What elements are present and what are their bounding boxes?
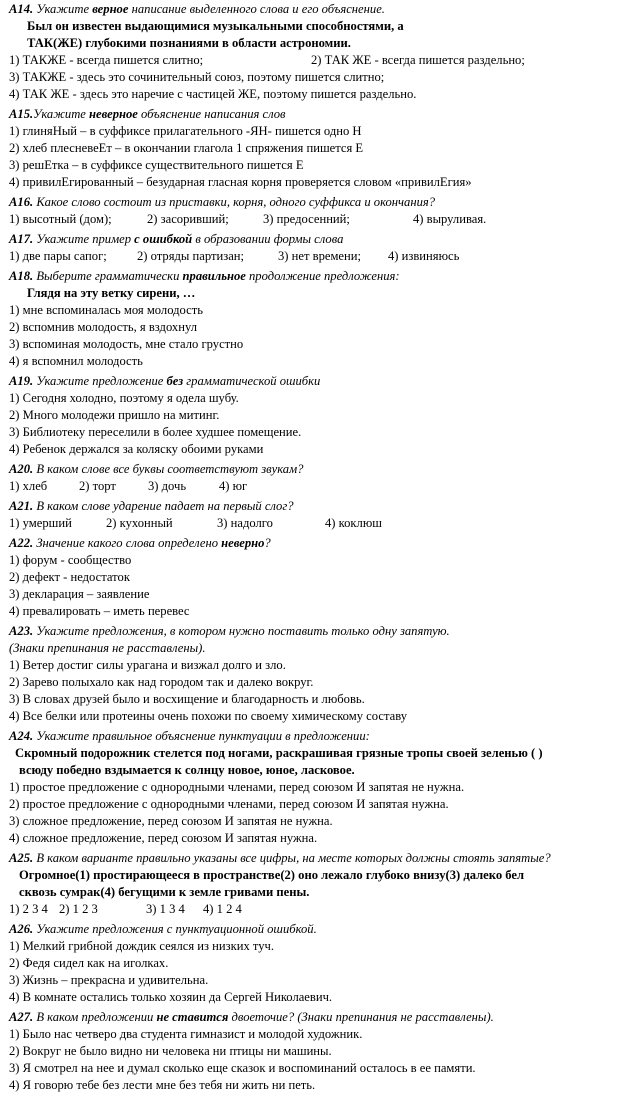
option-row: [9, 515, 627, 532]
title-text: Укажите пример: [36, 232, 135, 246]
title-emphasis: верное: [92, 2, 129, 16]
answer-option[interactable]: 4) коклюш: [325, 516, 382, 530]
title-text: Укажите предложения с пунктуационной ошибкой.: [36, 922, 317, 936]
question-title: [9, 728, 627, 745]
question-number: А14.: [9, 2, 34, 16]
title-emphasis: неверное: [89, 107, 138, 121]
answer-option[interactable]: 1) глиняНый – в суффиксе прилагательного -ЯН- пишется одно Н: [9, 124, 362, 138]
question-title: [9, 498, 627, 515]
question-number: А16.: [9, 195, 34, 209]
answer-option[interactable]: 4) Все белки или протеины очень похожи по своему химическому составу: [9, 709, 408, 723]
question-title: [9, 373, 627, 390]
answer-option[interactable]: 2) кухонный: [106, 516, 173, 530]
answer-option[interactable]: 1) форум - сообщество: [9, 553, 132, 567]
question-number: А27.: [9, 1010, 34, 1024]
question-number: А24.: [9, 729, 34, 743]
option-row: [9, 211, 627, 228]
answer-option[interactable]: 2) Зарево полыхало как над городом так и далеко вокруг.: [9, 675, 314, 689]
title-text: Выберите грамматически: [36, 269, 183, 283]
question-number: А25.: [9, 851, 34, 865]
title-text: В каком варианте правильно указаны все цифры, на месте которых должны стоять запятые?: [36, 851, 551, 865]
answer-option[interactable]: 2) отряды партизан;: [137, 249, 245, 263]
question-a17: [9, 231, 627, 265]
answer-option[interactable]: 1) Сегодня холодно, поэтому я одела шубу.: [9, 391, 239, 405]
task-sentence: всюду победно вздымается к солнцу новое, юное, ласковое.: [19, 763, 355, 777]
answer-option[interactable]: 2) простое предложение с однородными членами, перед союзом И запятая нужна.: [9, 797, 449, 811]
task-sentence: Глядя на эту ветку сирени, …: [27, 286, 196, 300]
title-text: грамматической ошибки: [183, 374, 321, 388]
title-emphasis: без: [166, 374, 184, 388]
title-emphasis: с ошибкой: [134, 232, 193, 246]
question-a23: [9, 623, 627, 725]
question-title: [9, 1, 627, 18]
answer-option[interactable]: 3) предосенний;: [263, 212, 350, 226]
answer-option[interactable]: 4) Я говорю тебе без лести мне без тебя ни жить ни петь.: [9, 1078, 316, 1092]
answer-option[interactable]: 3) В словах друзей было и восхищение и благодарность и любовь.: [9, 692, 365, 706]
answer-option[interactable]: 3) ТАКЖЕ - здесь это сочинительный союз, поэтому пишется слитно;: [9, 70, 385, 84]
answer-option[interactable]: 4) извиняюсь: [388, 249, 460, 263]
answer-option[interactable]: 3) Библиотеку переселили в более худшее помещение.: [9, 425, 302, 439]
question-a20: [9, 461, 627, 495]
question-a26: [9, 921, 627, 1006]
answer-option[interactable]: 1) мне вспоминалась моя молодость: [9, 303, 203, 317]
question-title: [9, 1009, 627, 1026]
title-text: Укажите предложение: [36, 374, 167, 388]
question-title: [9, 106, 627, 123]
option-row: [9, 478, 627, 495]
title-emphasis: неверно: [221, 536, 265, 550]
question-a18: [9, 268, 627, 370]
answer-option[interactable]: 4) привилЕгированный – безударная гласная корня проверяется словом «привилЕгия»: [9, 175, 472, 189]
question-a22: [9, 535, 627, 620]
title-text: в образовании формы слова: [192, 232, 344, 246]
title-text: Укажите правильное объяснение пунктуации в предложении:: [36, 729, 370, 743]
question-number: А17.: [9, 232, 34, 246]
question-title: [9, 231, 627, 248]
title-text: объяснение написания слов: [137, 107, 286, 121]
option-row: [9, 52, 627, 69]
title-text: ?: [264, 536, 271, 550]
answer-option[interactable]: 3) вспоминая молодость, мне стало грустно: [9, 337, 244, 351]
answer-option[interactable]: 1) Ветер достиг силы урагана и визжал долго и зло.: [9, 658, 286, 672]
title-text: продолжение предложения:: [245, 269, 400, 283]
question-a27: [9, 1009, 627, 1094]
answer-option[interactable]: 2) торт: [79, 479, 116, 493]
question-number: А26.: [9, 922, 34, 936]
answer-option[interactable]: 1) Мелкий грибной дождик сеялся из низких туч.: [9, 939, 275, 953]
answer-option[interactable]: 3) декларация – заявление: [9, 587, 150, 601]
answer-option[interactable]: 4) ТАК ЖЕ - здесь это наречие с частицей ЖЕ, поэтому пишется раздельно.: [9, 87, 417, 101]
answer-option[interactable]: 2) засоривший;: [147, 212, 229, 226]
title-text: В каком слове ударение падает на первый слог?: [36, 499, 294, 513]
title-text: написание выделенного слова и его объяснение.: [128, 2, 385, 16]
question-a16: [9, 194, 627, 228]
question-title: [9, 921, 627, 938]
question-a15: [9, 106, 627, 191]
question-number: А23.: [9, 624, 34, 638]
answer-option[interactable]: 2) хлеб плесневеЕт – в окончании глагола 1 спряжения пишется Е: [9, 141, 364, 155]
answer-option[interactable]: 2) вспомнив молодость, я вздохнул: [9, 320, 198, 334]
question-a19: [9, 373, 627, 458]
answer-option[interactable]: 4) юг: [219, 479, 248, 493]
test-page: [9, 1, 627, 1097]
answer-option[interactable]: 3) надолго: [217, 516, 273, 530]
question-number: А20.: [9, 462, 34, 476]
option-row: [9, 248, 627, 265]
answer-option[interactable]: 1) 2 3 4: [9, 902, 48, 916]
answer-option[interactable]: 2) Много молодежи пришло на митинг.: [9, 408, 220, 422]
answer-option[interactable]: 2) 1 2 3: [59, 902, 98, 916]
question-number: А22.: [9, 536, 34, 550]
question-number: А15.: [9, 107, 34, 121]
answer-option[interactable]: 3) сложное предложение, перед союзом И запятая не нужна.: [9, 814, 333, 828]
title-text: двоеточие? (Знаки препинания не расставлены).: [228, 1010, 494, 1024]
task-sentence: сквозь сумрак(4) бегущими к земле гривами пены.: [19, 885, 310, 899]
answer-option[interactable]: 3) Я смотрел на нее и думал сколько еще сказок и воспоминаний осталось в ее памяти.: [9, 1061, 476, 1075]
title-text: Значение какого слова определено: [36, 536, 222, 550]
answer-option[interactable]: 4) Ребенок держался за коляску обоими руками: [9, 442, 264, 456]
answer-option[interactable]: 4) сложное предложение, перед союзом И запятая нужна.: [9, 831, 318, 845]
answer-option[interactable]: 1) простое предложение с однородными членами, перед союзом И запятая не нужна.: [9, 780, 465, 794]
answer-option[interactable]: 4) превалировать – иметь перевес: [9, 604, 190, 618]
title-emphasis: не ставится: [156, 1010, 229, 1024]
task-sentence: Скромный подорожник стелется под ногами, раскрашивая грязные тропы своей зеленью ( ): [15, 746, 543, 760]
answer-option[interactable]: 1) хлеб: [9, 479, 48, 493]
task-sentence: Огромное(1) простирающееся в пространстве(2) оно лежало глубоко внизу(3) далеко бел: [19, 868, 525, 882]
answer-option[interactable]: 4) 1 2 4: [203, 902, 242, 916]
question-a14: [9, 1, 627, 103]
answer-option[interactable]: 3) 1 3 4: [146, 902, 185, 916]
question-title: [9, 194, 627, 211]
question-a25: [9, 850, 627, 918]
title-emphasis: правильное: [182, 269, 246, 283]
answer-option[interactable]: 1) Было нас четверо два студента гимназист и молодой художник.: [9, 1027, 363, 1041]
answer-option[interactable]: 3) нет времени;: [278, 249, 361, 263]
answer-option[interactable]: 2) дефект - недостаток: [9, 570, 130, 584]
question-title: [9, 850, 627, 867]
question-number: А19.: [9, 374, 34, 388]
answer-option[interactable]: 2) ТАК ЖЕ - всегда пишется раздельно;: [311, 53, 525, 67]
task-sentence: ТАК(ЖЕ) глубокими познаниями в области астрономии.: [27, 36, 351, 50]
question-a21: [9, 498, 627, 532]
answer-option[interactable]: 3) решЕтка – в суффиксе существительного пишется Е: [9, 158, 304, 172]
title-text: Укажите: [36, 2, 93, 16]
question-number: А18.: [9, 269, 34, 283]
answer-option[interactable]: 3) дочь: [148, 479, 187, 493]
question-subtitle: (Знаки препинания не расставлены).: [9, 641, 206, 655]
answer-option[interactable]: 3) Жизнь – прекрасна и удивительна.: [9, 973, 209, 987]
title-text: Укажите предложения, в котором нужно поставить только одну запятую.: [36, 624, 450, 638]
answer-option[interactable]: 4) В комнате остались только хозяин да Сергей Николаевич.: [9, 990, 333, 1004]
title-text: Какое слово состоит из приставки, корня, одного суффикса и окончания?: [36, 195, 436, 209]
answer-option[interactable]: 1) высотный (дом);: [9, 212, 112, 226]
question-title: [9, 535, 627, 552]
option-row: [9, 901, 627, 918]
title-text: В каком слове все буквы соответствуют звукам?: [36, 462, 304, 476]
answer-option[interactable]: 4) выруливая.: [413, 212, 487, 226]
question-title: [9, 461, 627, 478]
answer-option[interactable]: 1) умерший: [9, 516, 72, 530]
title-text: В каком предложении: [36, 1010, 157, 1024]
answer-option[interactable]: 2) Федя сидел как на иголках.: [9, 956, 169, 970]
answer-option[interactable]: 4) я вспомнил молодость: [9, 354, 143, 368]
question-a24: [9, 728, 627, 847]
answer-option[interactable]: 2) Вокруг не было видно ни человека ни птицы ни машины.: [9, 1044, 332, 1058]
question-title: [9, 268, 627, 285]
title-text: Укажите: [33, 107, 90, 121]
question-title: [9, 623, 627, 640]
question-number: А21.: [9, 499, 34, 513]
answer-option[interactable]: 1) две пары сапог;: [9, 249, 107, 263]
task-sentence: Был он известен выдающимися музыкальными способностями, а: [27, 19, 404, 33]
answer-option[interactable]: 1) ТАКЖЕ - всегда пишется слитно;: [9, 53, 204, 67]
